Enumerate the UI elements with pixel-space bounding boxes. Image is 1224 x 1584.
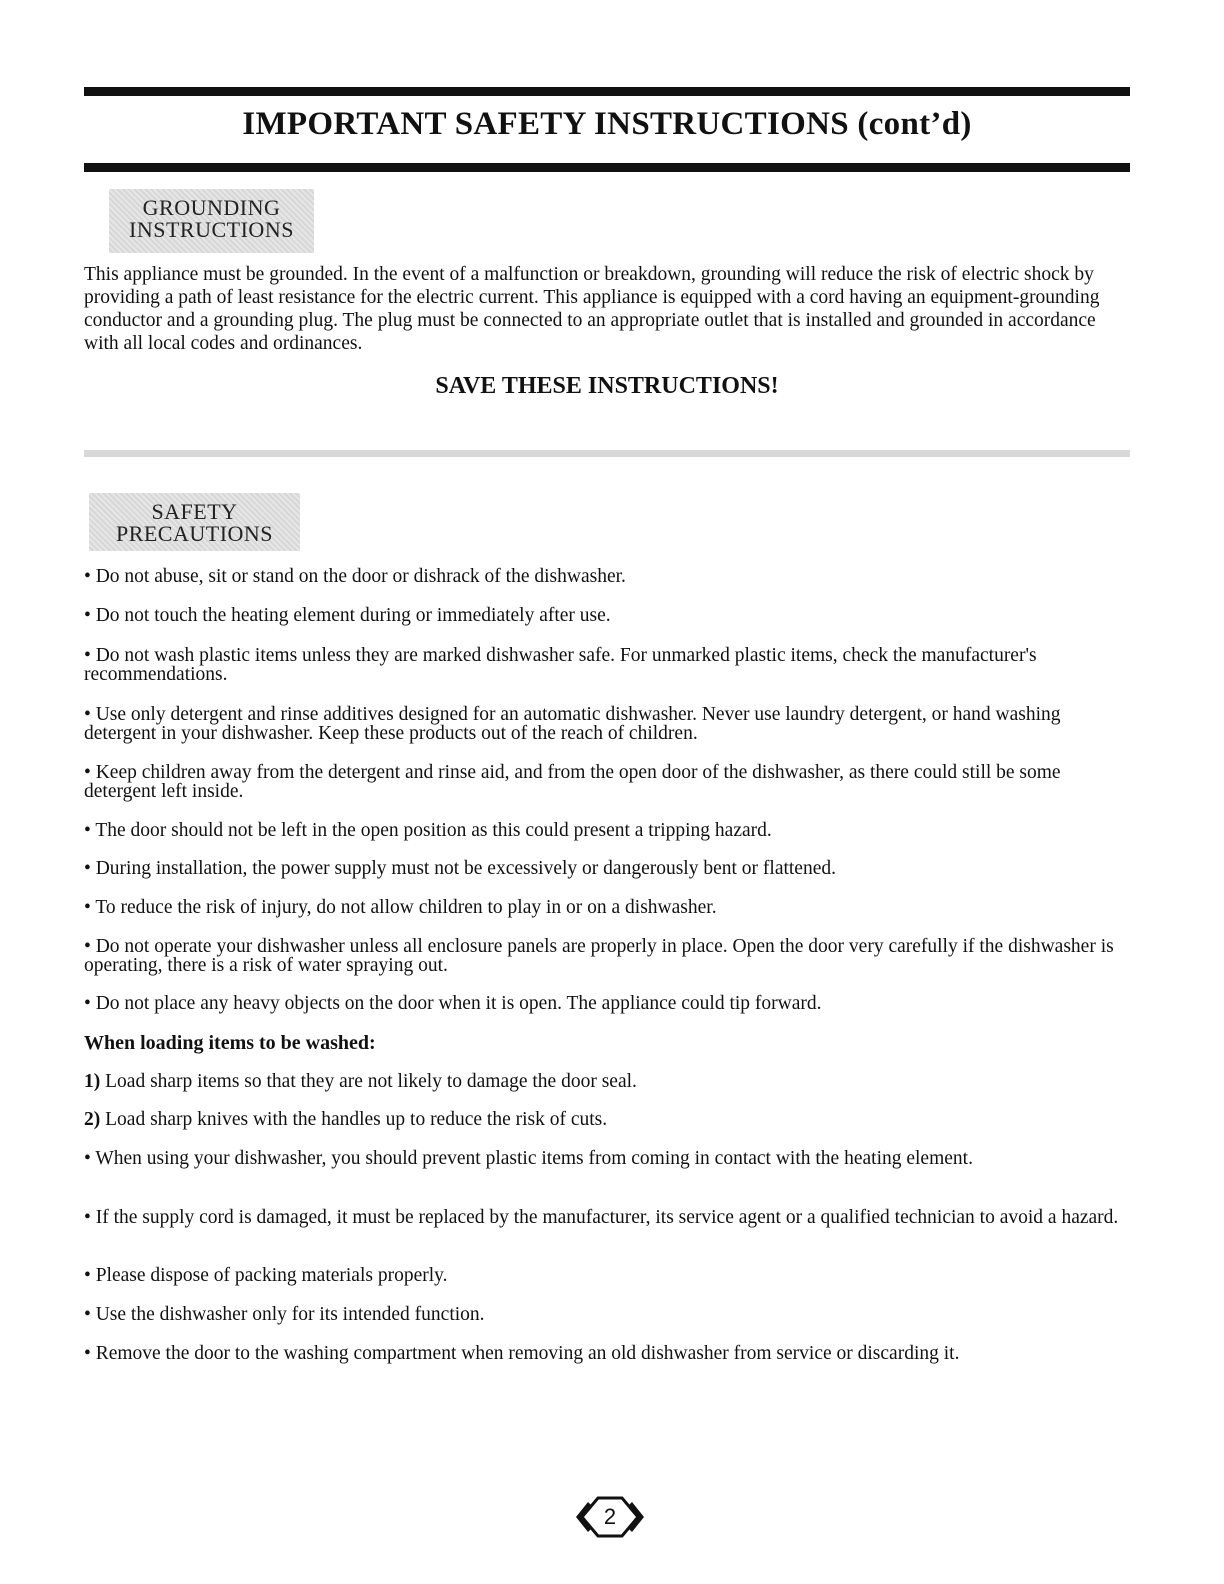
safety-item: • During installation, the power supply must not be excessively or dangerously bent or flattened. [84,858,836,879]
loading-item [84,1110,1132,1129]
save-instructions: SAVE THESE INSTRUCTIONS! [435,373,779,399]
loading-item-text: Load sharp items so that they are not likely to damage the door seal. [100,1071,637,1092]
title-underline-rule [84,163,1130,172]
loading-heading: When loading items to be washed: [84,1032,376,1054]
safety-item: • Do not place any heavy objects on the door when it is open. The appliance could tip forward. [84,993,822,1014]
safety-item: • Remove the door to the washing compartment when removing an old dishwasher from service or discarding it. [84,1343,960,1364]
safety-item: • Do not touch the heating element during or immediately after use. [84,605,611,626]
page-number-badge [562,1492,662,1542]
loading-item-number: 2) [84,1109,101,1130]
safety-item: • The door should not be left in the open position as this could present a tripping hazard. [84,820,772,841]
loading-item-number: 1) [84,1071,101,1092]
loading-item-text: Load sharp knives with the handles up to reduce the risk of cuts. [100,1109,608,1130]
page-number: 2 [603,1504,617,1529]
safety-label [89,493,300,551]
safety-item: • Use the dishwasher only for its intended function. [84,1304,485,1325]
safety-item: • Do not wash plastic items unless they are marked dishwasher safe. For unmarked plastic items, check the manufacturer's recommendations. [84,645,1037,685]
section-divider [84,450,1130,457]
safety-item: • Please dispose of packing materials properly. [84,1265,448,1286]
safety-item: • To reduce the risk of injury, do not allow children to play in or on a dishwasher. [84,897,717,918]
grounding-label-line2: INSTRUCTIONS [129,217,294,242]
safety-item: • Do not abuse, sit or stand on the door or dishrack of the dishwasher. [84,566,626,587]
safety-item: • Do not operate your dishwasher unless all enclosure panels are properly in place. Open the door very carefully if the dishwasher is operating, there is a risk of water spraying out. [84,936,1114,976]
safety-label-line1: SAFETY [151,499,238,524]
safety-label-line2: PRECAUTIONS [115,521,274,546]
safety-item: • When using your dishwasher, you should prevent plastic items from coming in contact with the heating element. [84,1148,973,1169]
grounding-text: This appliance must be grounded. In the event of a malfunction or breakdown, grounding will reduce the risk of electric shock by providing a path of least resistance for the electric current. This appliance is equipped with a cord having an equipment-grounding conductor and a grounding plug. The plug must be connected to an appropriate outlet that is installed and grounded in accordance with all local codes and ordinances. [84,264,1100,354]
grounding-label-line1: GROUNDING [142,195,281,220]
page-title: IMPORTANT SAFETY INSTRUCTIONS (cont’d) [242,106,972,142]
loading-item [84,1072,1132,1091]
top-rule [84,87,1130,96]
grounding-label [109,189,314,253]
safety-item: • If the supply cord is damaged, it must be replaced by the manufacturer, its service agent or a qualified technician to avoid a hazard. [84,1207,1119,1228]
safety-item: • Keep children away from the detergent and rinse aid, and from the open door of the dishwasher, as there could still be some detergent left inside. [84,762,1061,802]
safety-item: • Use only detergent and rinse additives designed for an automatic dishwasher. Never use laundry detergent, or hand washing detergent in your dishwasher. Keep these products out of the reach of children. [84,704,1061,744]
